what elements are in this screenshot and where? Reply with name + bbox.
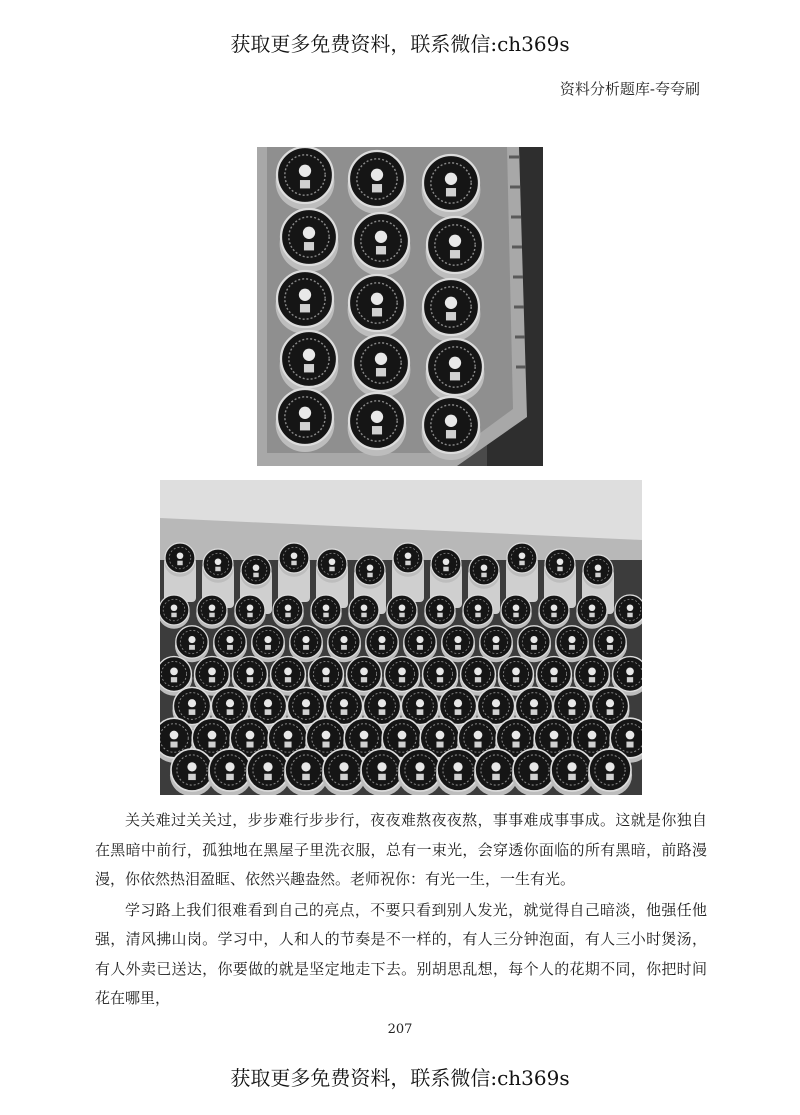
jar-lid [403, 626, 437, 662]
jar-lid [468, 555, 500, 589]
jar-lid [479, 626, 513, 662]
jar-lid [422, 155, 481, 218]
jar-lid [441, 626, 475, 662]
jar-lid [284, 749, 328, 795]
jar-lid [348, 595, 380, 629]
jar-lid [213, 626, 247, 662]
jar-lid [462, 595, 494, 629]
jar-lid [175, 626, 209, 662]
jar-lid [202, 549, 234, 583]
jar-lid [280, 331, 339, 394]
jar-lid [582, 555, 614, 589]
jar-lid [593, 626, 627, 662]
jar-lid [555, 626, 589, 662]
jar-lid [517, 626, 551, 662]
jar-lid [424, 595, 456, 629]
jar-lid [500, 595, 532, 629]
jar-lid [276, 147, 335, 210]
jar-lid [310, 595, 342, 629]
jar-lid [512, 749, 556, 795]
jar-lid [392, 543, 424, 577]
jar-lid [160, 595, 190, 629]
jar-crate-photo [257, 147, 543, 466]
jar-lid [588, 749, 632, 795]
jar-lid [240, 555, 272, 589]
jar-lid [436, 749, 480, 795]
jar-lid [386, 595, 418, 629]
top-banner: 获取更多免费资料，联系微信:ch369s [230, 32, 570, 56]
jar-rows-photo [160, 480, 642, 795]
jar-lid [196, 595, 228, 629]
jar-lid [426, 217, 485, 280]
jar-lid [348, 151, 407, 214]
jar-lid [426, 339, 485, 402]
jar-lid [422, 397, 481, 460]
jar-lid [276, 389, 335, 452]
jar-lid [327, 626, 361, 662]
paragraph-2: 学习路上我们很难看到自己的亮点，不要只看到别人发光，就觉得自己暗淡，他强任他强，清风拂山岗。学习中，人和人的节奏是不一样的，有人三分钟泡面，有人三小时煲汤，有人外卖已送达，你要做的就是坚定地走下去。别胡思乱想，每个人的花期不同，你把时间花在哪里， [95, 900, 707, 1007]
jar-lid [280, 209, 339, 272]
jar-lid [272, 595, 304, 629]
jar-lid [164, 543, 196, 577]
paragraph-1: 关关难过关关过，步步难行步步行，夜夜难熬夜夜熬，事事难成事事成。这就是你独自在黑暗中前行，孤独地在黑屋子里洗衣服，总有一束光，会穿透你面临的所有黑暗，前路漫漫，你依然热泪盈眶、依然兴趣盎然。老师祝你：有光一生，一生有光。 [95, 811, 707, 888]
page-number: 207 [387, 1022, 413, 1037]
jar-lid [316, 549, 348, 583]
jar-lid [506, 543, 538, 577]
jar-rows-illustration [160, 480, 642, 795]
body-text [95, 806, 707, 1015]
jar-lid [246, 749, 290, 795]
jar-lid [576, 595, 608, 629]
jar-lid [398, 749, 442, 795]
jar-lid [208, 749, 252, 795]
jar-lid [538, 595, 570, 629]
jar-lid [544, 549, 576, 583]
jar-lid [360, 749, 404, 795]
jar-lid [251, 626, 285, 662]
jar-lid [170, 749, 214, 795]
jar-lid [289, 626, 323, 662]
running-head: 资料分析题库-夸夸刷 [559, 80, 700, 98]
jar-lid [430, 549, 462, 583]
jar-lid [422, 279, 481, 342]
jar-lid [348, 393, 407, 456]
jar-lid [348, 275, 407, 338]
jar-lid [276, 271, 335, 334]
jar-lid [352, 335, 411, 398]
bottom-banner: 获取更多免费资料，联系微信:ch369s [230, 1066, 570, 1090]
jar-lid [234, 595, 266, 629]
jar-lid [278, 543, 310, 577]
jar-lid [352, 213, 411, 276]
jar-lid [614, 595, 642, 629]
jar-lid [322, 749, 366, 795]
jar-lid [550, 749, 594, 795]
jar-lid [354, 555, 386, 589]
jar-lid [365, 626, 399, 662]
jar-lid [474, 749, 518, 795]
jar-crate-illustration [257, 147, 543, 466]
